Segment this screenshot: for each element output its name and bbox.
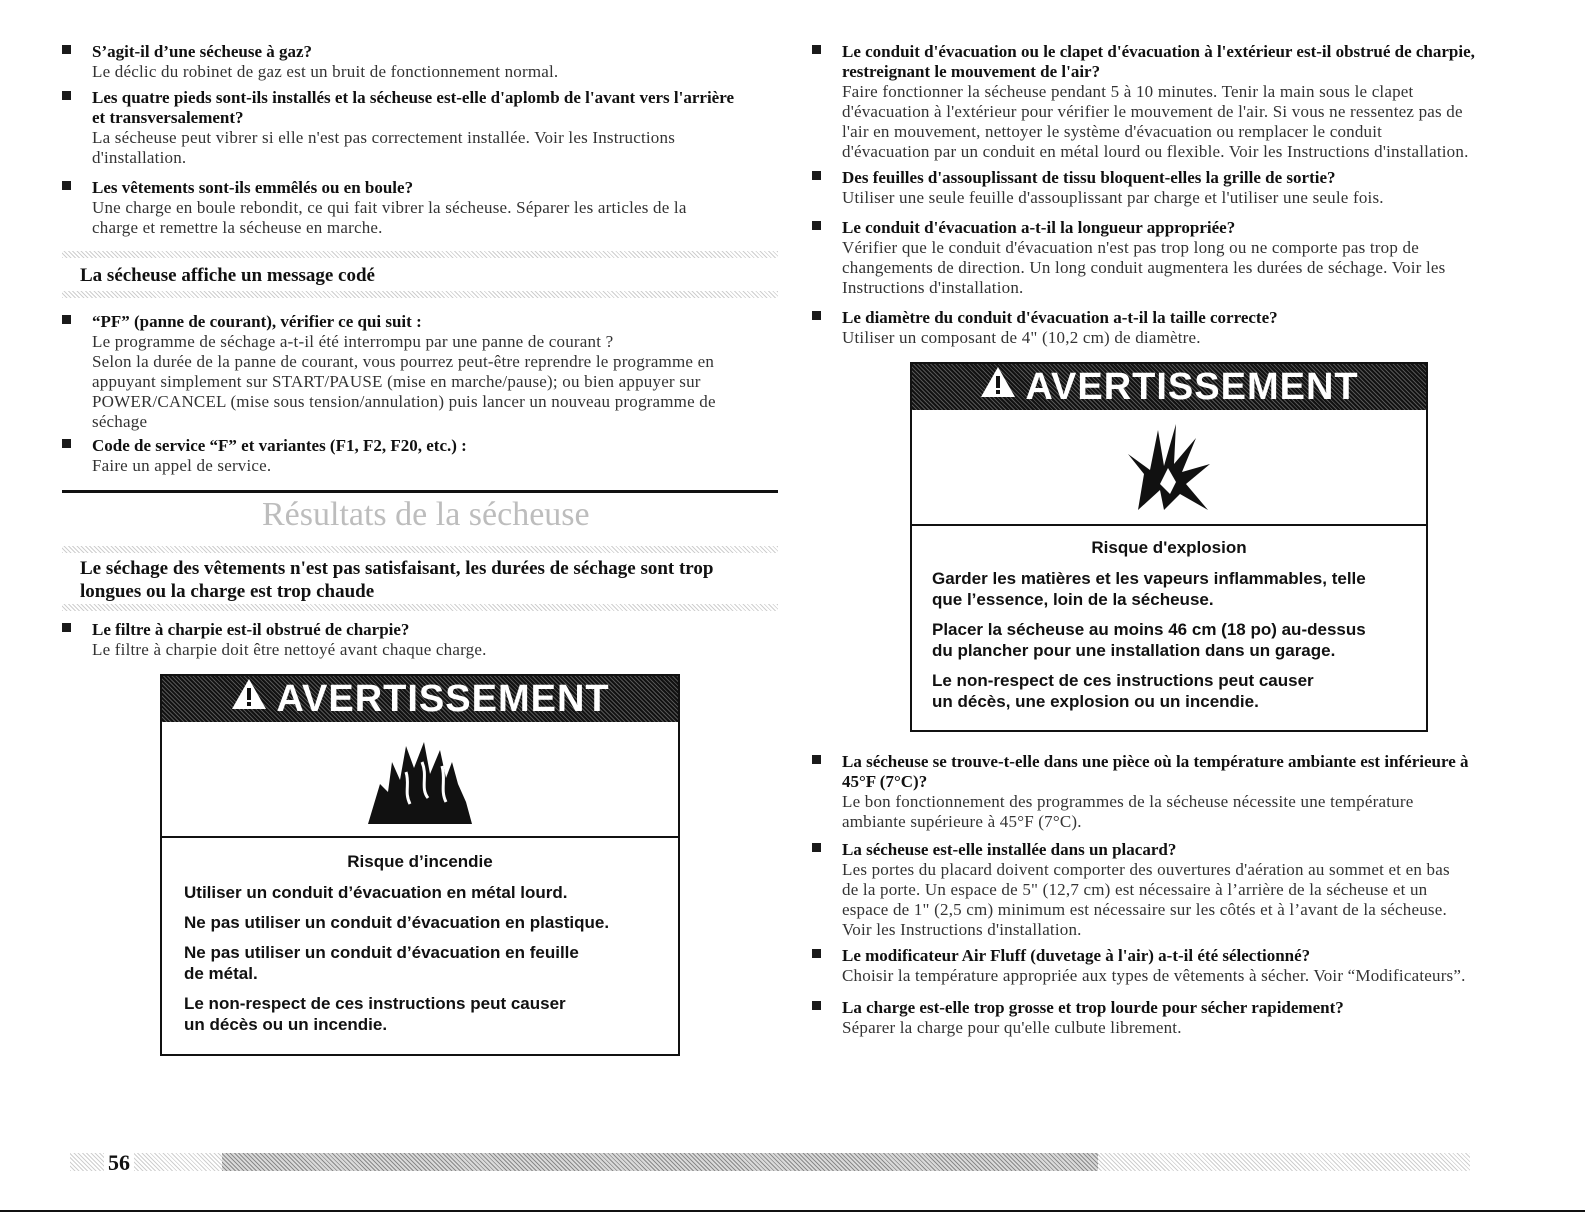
answer: Le déclic du robinet de gaz est un bruit de fonctionnement normal. <box>92 62 559 81</box>
bullet-icon <box>812 221 821 230</box>
answer-line: espace de 1" (2,5 cm) minimum est nécessaire sur les côtés et à l’avant de la sécheuse. <box>842 900 1447 919</box>
left-qa-pf <box>62 312 782 432</box>
bullet-icon <box>812 1001 821 1010</box>
answer-line: Faire fonctionner la sécheuse pendant 5 à 10 minutes. Tenir la main sous le clapet <box>842 82 1414 101</box>
right-qa-load-size <box>812 998 1552 1038</box>
subheading-line: Le séchage des vêtements n'est pas satisfaisant, les durées de séchage sont trop <box>80 558 714 579</box>
question: Le diamètre du conduit d'évacuation a-t-il la taille correcte? <box>842 308 1278 327</box>
right-qa-softener-sheets <box>812 168 1552 208</box>
question-line: Le conduit d'évacuation ou le clapet d'évacuation à l'extérieur est-il obstrué de charpie, <box>842 42 1475 61</box>
answer: Faire un appel de service. <box>92 456 272 475</box>
warning-line <box>932 670 1406 712</box>
answer-line: Selon la durée de la panne de courant, vous pourrez peut-être reprendre le programme en <box>92 352 715 371</box>
divider <box>62 251 778 258</box>
warning-line-part: que l’essence, loin de la sécheuse. <box>932 590 1214 609</box>
question: Le filtre à charpie est-il obstrué de charpie? <box>92 620 410 639</box>
bullet-icon <box>62 623 71 632</box>
warning-line-part: Placer la sécheuse au moins 46 cm (18 po) au-dessus <box>932 620 1366 639</box>
warning-line-part: un décès ou un incendie. <box>184 1015 388 1034</box>
bullet-icon <box>62 181 71 190</box>
question: “PF” (panne de courant), vérifier ce qui suit : <box>92 312 422 331</box>
answer-line: de la porte. Un espace de 5" (12,7 cm) est nécessaire à l’arrière de la sécheuse et un <box>842 880 1428 899</box>
answer-line: séchage <box>92 412 148 431</box>
warning-line-part: de métal. <box>184 964 258 983</box>
answer-line: d'évacuation à l'extérieur pour vérifier le mouvement de l'air. Si vous ne ressentez pas de <box>842 102 1463 121</box>
warning-line-part: Le non-respect de ces instructions peut causer <box>932 671 1314 690</box>
answer-line: La sécheuse peut vibrer si elle n'est pas correctement installée. Voir les Instructions <box>92 128 676 147</box>
answer-line: Instructions d'installation. <box>842 278 1024 297</box>
answer-line: Une charge en boule rebondit, ce qui fait vibrer la sécheuse. Séparer les articles de la <box>92 198 687 217</box>
answer-line: appuyant simplement sur START/PAUSE (mise en marche/pause); ou bien appuyer sur <box>92 372 701 391</box>
warning-box-fire <box>160 674 680 1056</box>
bullet-icon <box>62 315 71 324</box>
warning-title: AVERTISSEMENT <box>1025 365 1359 408</box>
warning-line: Utiliser un conduit d’évacuation en métal lourd. <box>184 883 568 902</box>
question: Le modificateur Air Fluff (duvetage à l'air) a-t-il été sélectionné? <box>842 946 1311 965</box>
right-qa-vent-diameter <box>812 308 1552 348</box>
question-line: 45°F (7°C)? <box>842 772 928 791</box>
warning-banner <box>162 676 678 722</box>
subheading-drying-results <box>62 557 796 603</box>
bullet-icon <box>812 311 821 320</box>
question-line: et transversalement? <box>92 108 244 127</box>
right-qa-closet <box>812 840 1552 940</box>
warning-line-part: Le non-respect de ces instructions peut causer <box>184 994 566 1013</box>
question-line: La sécheuse se trouve-t-elle dans une pièce où la température ambiante est inférieure à <box>842 752 1469 771</box>
divider <box>62 546 778 553</box>
bullet-icon <box>812 171 821 180</box>
divider <box>62 604 778 611</box>
answer: Utiliser une seule feuille d'assouplissant par charge et l'utiliser une seule fois. <box>842 188 1384 207</box>
answer-line: Le programme de séchage a-t-il été interrompu par une panne de courant ? <box>92 332 614 351</box>
warning-line <box>932 619 1406 661</box>
right-qa-air-fluff <box>812 946 1552 986</box>
bullet-icon <box>62 439 71 448</box>
answer: Utiliser un composant de 4" (10,2 cm) de diamètre. <box>842 328 1201 347</box>
divider <box>62 291 778 298</box>
warning-banner <box>912 364 1426 410</box>
right-qa-ambient-temp <box>812 752 1552 832</box>
section-rule <box>62 490 778 493</box>
left-qa-tangled <box>62 178 782 238</box>
answer-line: ambiante supérieure à 45°F (7°C). <box>842 812 1082 831</box>
warning-text <box>912 538 1426 721</box>
warning-line <box>932 568 1406 610</box>
answer-line: Voir les Instructions d'installation. <box>842 920 1082 939</box>
warning-triangle-icon <box>979 365 1017 409</box>
answer-line: POWER/CANCEL (mise sous tension/annulation) puis lancer un nouveau programme de <box>92 392 716 411</box>
question-line: Les quatre pieds sont-ils installés et la sécheuse est-elle d'aplomb de l'avant vers l'arrière <box>92 88 735 107</box>
question: S’agit-il d’une sécheuse à gaz? <box>92 42 313 61</box>
answer-line: d'évacuation par un conduit en métal lourd ou flexible. Voir les Instructions d'installation. <box>842 142 1469 161</box>
question: La sécheuse est-elle installée dans un placard? <box>842 840 1177 859</box>
right-qa-exhaust-hood <box>812 42 1552 162</box>
risk-label: Risque d'explosion <box>1091 538 1247 557</box>
question: Code de service “F” et variantes (F1, F2, F20, etc.) : <box>92 436 467 455</box>
answer-line: Les portes du placard doivent comporter des ouvertures d'aération au sommet et en bas <box>842 860 1450 879</box>
explosion-icon <box>1124 424 1214 519</box>
bottom-rule <box>0 1210 1585 1212</box>
subheading-coded-message: La sécheuse affiche un message codé <box>80 265 375 286</box>
left-qa-feet <box>62 88 782 168</box>
answer: Choisir la température appropriée aux types de vêtements à sécher. Voir “Modificateurs”. <box>842 966 1466 985</box>
left-qa-gas <box>62 42 782 82</box>
warning-line-part: un décès, une explosion ou un incendie. <box>932 692 1259 711</box>
footer-bar-dark <box>222 1153 1098 1171</box>
bullet-icon <box>62 91 71 100</box>
bullet-icon <box>812 843 821 852</box>
question: Des feuilles d'assouplissant de tissu bloquent-elles la grille de sortie? <box>842 168 1336 187</box>
warning-line-part: du plancher pour une installation dans un garage. <box>932 641 1336 660</box>
bullet-icon <box>812 949 821 958</box>
answer-line: Le bon fonctionnement des programmes de la sécheuse nécessite une température <box>842 792 1414 811</box>
bullet-icon <box>812 45 821 54</box>
section-title: Résultats de la sécheuse <box>262 496 590 533</box>
warning-line <box>184 942 656 984</box>
question-line: restreignant le mouvement de l'air? <box>842 62 1101 81</box>
answer: Le filtre à charpie doit être nettoyé avant chaque charge. <box>92 640 487 659</box>
question: Les vêtements sont-ils emmêlés ou en boule? <box>92 178 414 197</box>
warning-text <box>162 852 678 1044</box>
warning-line-part: Ne pas utiliser un conduit d’évacuation en feuille <box>184 943 579 962</box>
bullet-icon <box>812 755 821 764</box>
warning-box-explosion <box>910 362 1428 732</box>
left-qa-service-code <box>62 436 782 476</box>
bullet-icon <box>62 45 71 54</box>
warning-line: Ne pas utiliser un conduit d’évacuation en plastique. <box>184 913 610 932</box>
fire-icon <box>362 732 478 833</box>
right-qa-vent-length <box>812 218 1552 298</box>
warning-triangle-icon <box>230 677 268 721</box>
answer-line: l'air en mouvement, nettoyer le système d'évacuation ou remplacer le conduit <box>842 122 1383 141</box>
question: La charge est-elle trop grosse et trop lourde pour sécher rapidement? <box>842 998 1344 1017</box>
warning-line <box>184 993 656 1035</box>
answer: Séparer la charge pour qu'elle culbute librement. <box>842 1018 1182 1037</box>
question: Le conduit d'évacuation a-t-il la longueur appropriée? <box>842 218 1236 237</box>
left-qa-lint-filter <box>62 620 782 660</box>
answer-line: charge et remettre la sécheuse en marche. <box>92 218 383 237</box>
answer-line: changements de direction. Un long conduit augmentera les durées de séchage. Voir les <box>842 258 1446 277</box>
warning-icon-area <box>162 722 678 838</box>
page-number: 56 <box>104 1150 134 1176</box>
warning-line-part: Garder les matières et les vapeurs inflammables, telle <box>932 569 1366 588</box>
warning-icon-area <box>912 410 1426 526</box>
subheading-line: longues ou la charge est trop chaude <box>80 581 375 602</box>
warning-title: AVERTISSEMENT <box>276 677 610 720</box>
risk-label: Risque d’incendie <box>347 852 493 871</box>
answer-line: Vérifier que le conduit d'évacuation n'est pas trop long ou ne comporte pas trop de <box>842 238 1419 257</box>
answer-line: d'installation. <box>92 148 187 167</box>
